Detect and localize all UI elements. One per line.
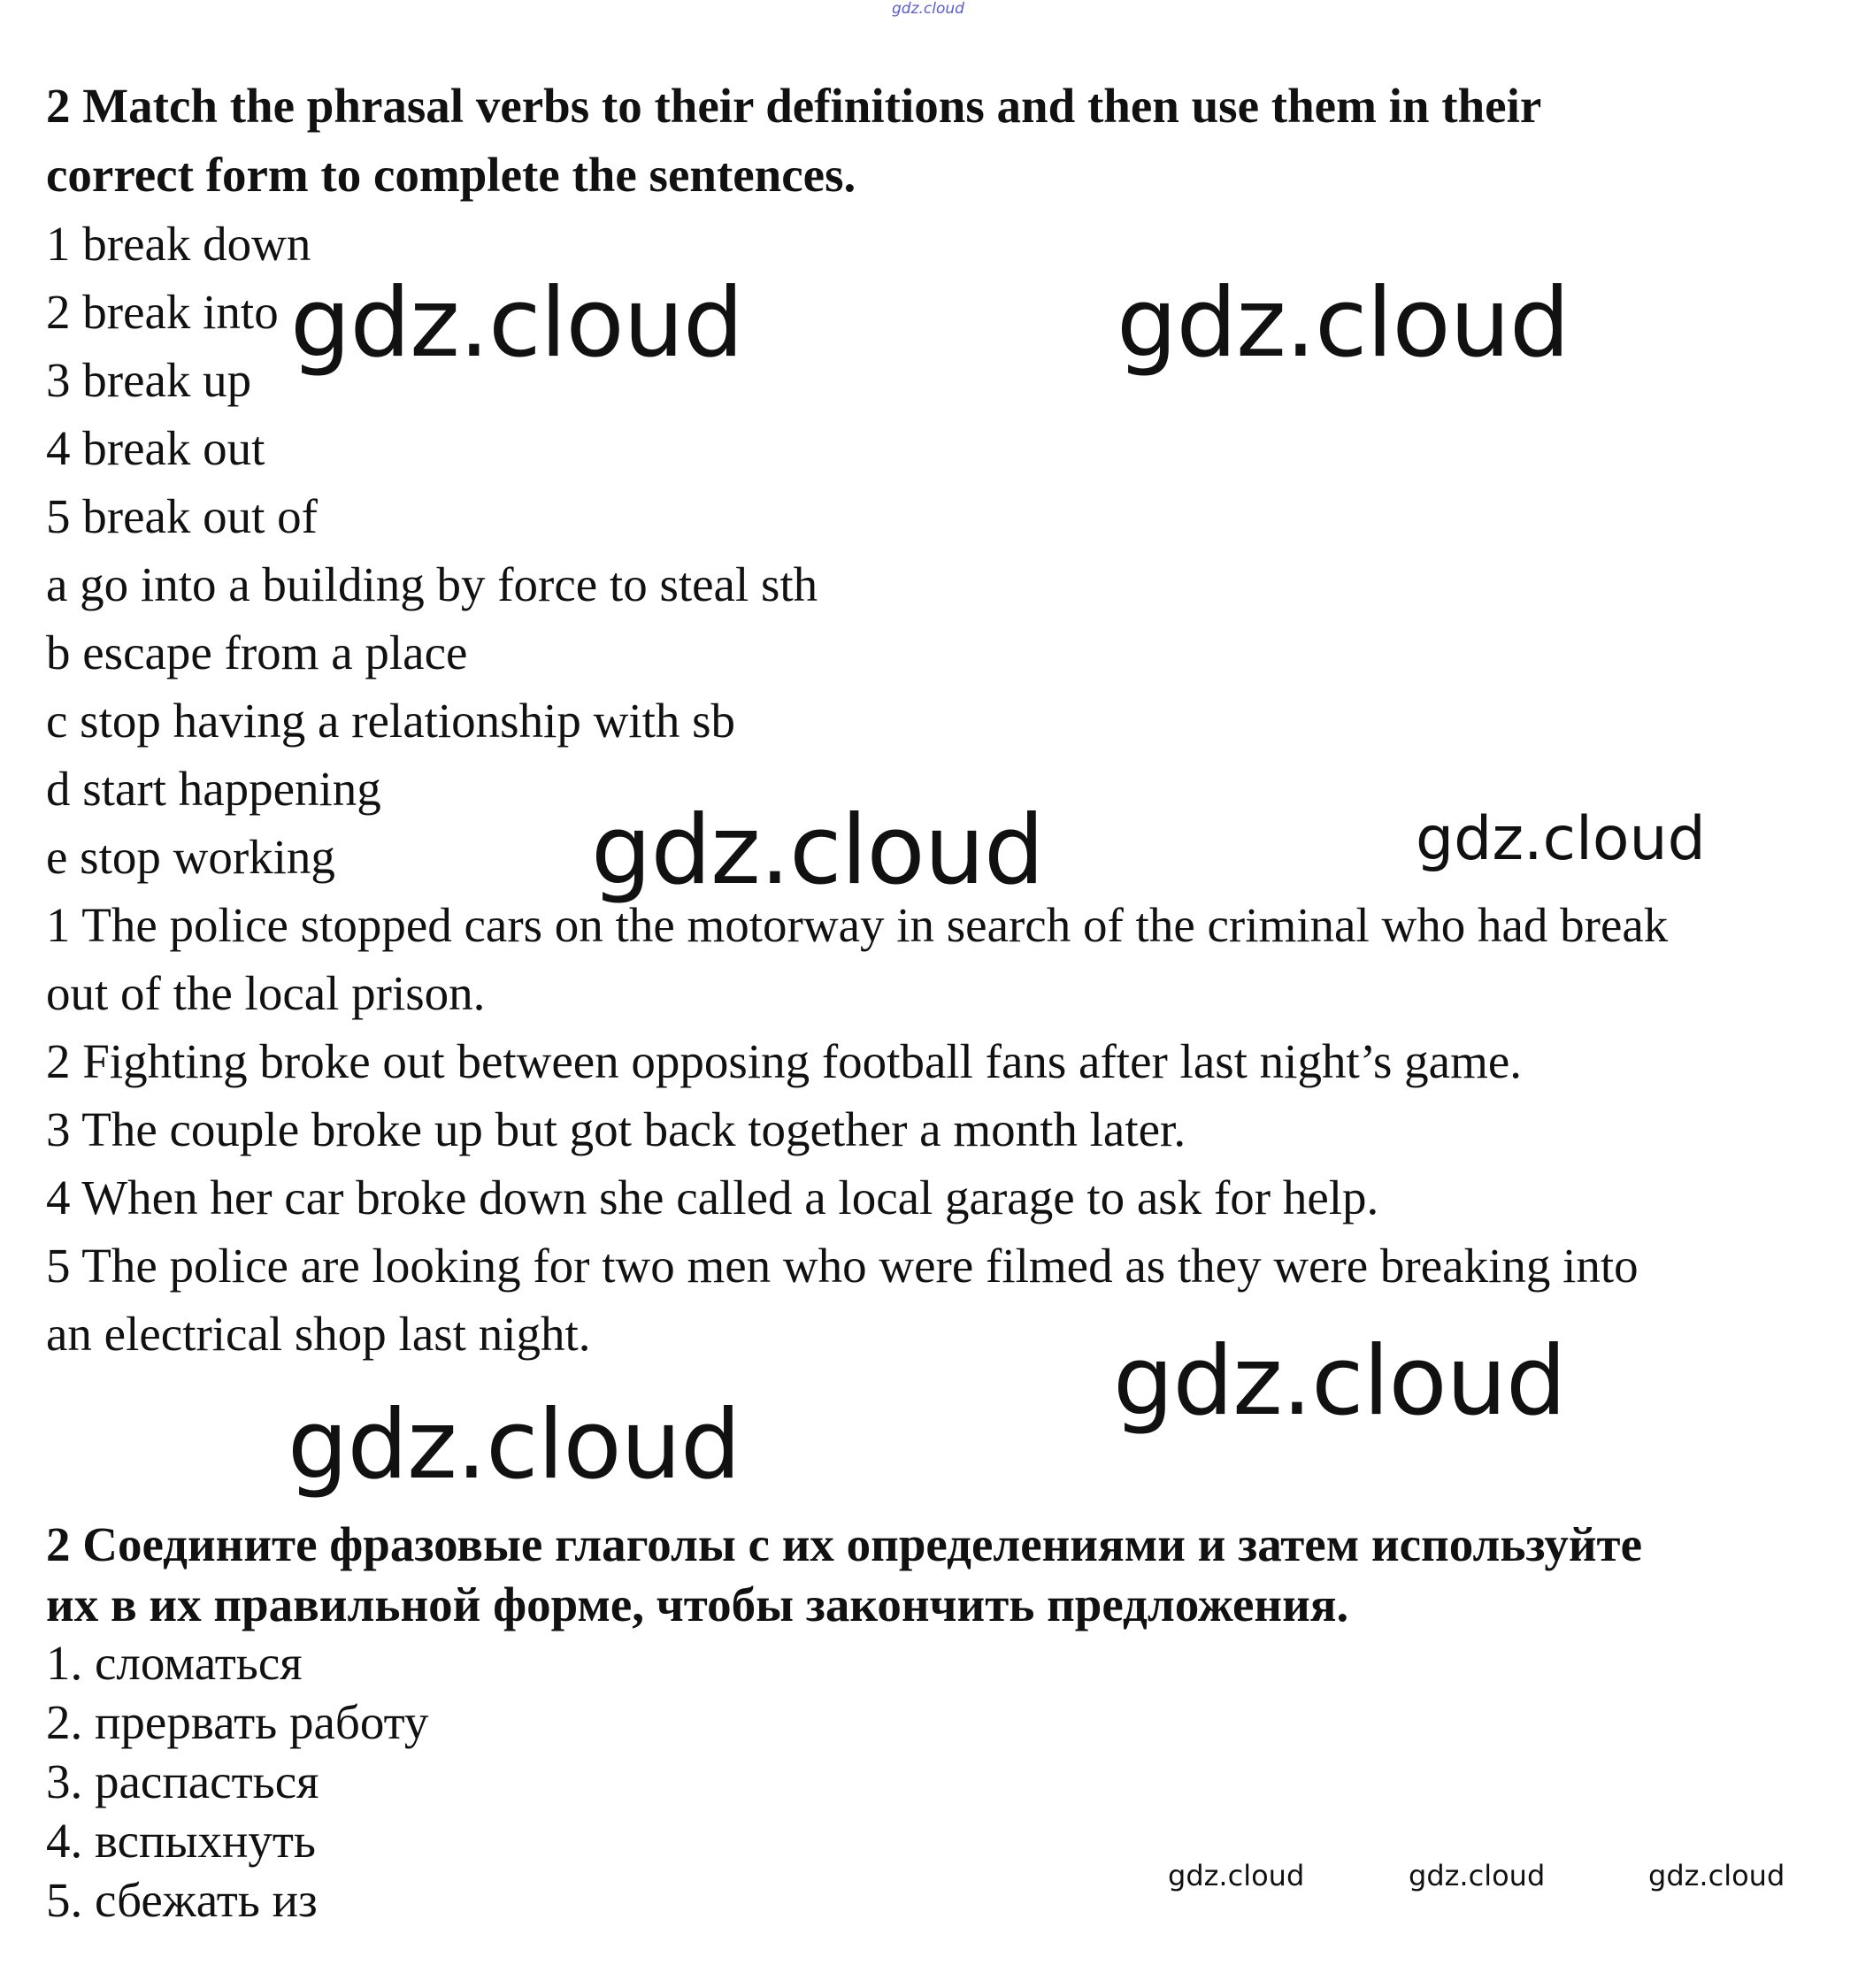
english-heading-line-2: correct form to complete the sentences. (46, 148, 856, 202)
verb-item: 1 break down (46, 217, 311, 271)
watermark: gdz.cloud (1648, 1859, 1785, 1892)
russian-item: 5. сбежать из (46, 1873, 318, 1927)
sentence-line: 1 The police stopped cars on the motorway in search of the criminal who had break (46, 898, 1669, 952)
watermark: gdz.cloud (591, 795, 1044, 906)
english-heading-line-1: 2 Match the phrasal verbs to their definitions and then use them in their (46, 79, 1542, 133)
watermark-top: gdz.cloud (892, 0, 964, 18)
russian-heading-line-1: 2 Соедините фразовые глаголы с их определениями и затем используйте (46, 1517, 1642, 1571)
watermark: gdz.cloud (290, 268, 743, 379)
watermark: gdz.cloud (1168, 1859, 1305, 1892)
watermark: gdz.cloud (1409, 1859, 1546, 1892)
watermark: gdz.cloud (1117, 268, 1570, 379)
sentence-line: an electrical shop last night. (46, 1307, 591, 1361)
definition-item: b escape from a place (46, 626, 468, 679)
sentence-line: 2 Fighting broke out between opposing football fans after last night’s game. (46, 1034, 1523, 1088)
definition-item: e stop working (46, 830, 335, 884)
verb-item: 5 break out of (46, 489, 318, 543)
watermark: gdz.cloud (1416, 804, 1706, 874)
definition-item: c stop having a relationship with sb (46, 694, 736, 748)
watermark: gdz.cloud (1113, 1326, 1566, 1437)
verb-item: 2 break into (46, 285, 279, 339)
verb-item: 4 break out (46, 421, 265, 475)
definition-item: d start happening (46, 762, 381, 816)
definition-item: a go into a building by force to steal sth (46, 557, 818, 611)
sentence-line: 5 The police are looking for two men who were filmed as they were breaking into (46, 1239, 1639, 1293)
sentence-line: 4 When her car broke down she called a local garage to ask for help. (46, 1171, 1379, 1224)
russian-heading-line-2: их в их правильной форме, чтобы закончить предложения. (46, 1577, 1349, 1631)
watermark: gdz.cloud (288, 1390, 741, 1501)
russian-item: 1. сломаться (46, 1636, 303, 1690)
sentence-line: out of the local prison. (46, 966, 486, 1020)
russian-item: 2. прервать работу (46, 1695, 429, 1749)
sentence-line: 3 The couple broke up but got back together a month later. (46, 1102, 1186, 1156)
russian-item: 4. вспыхнуть (46, 1814, 316, 1868)
verb-item: 3 break up (46, 353, 252, 407)
russian-item: 3. распасться (46, 1754, 319, 1808)
